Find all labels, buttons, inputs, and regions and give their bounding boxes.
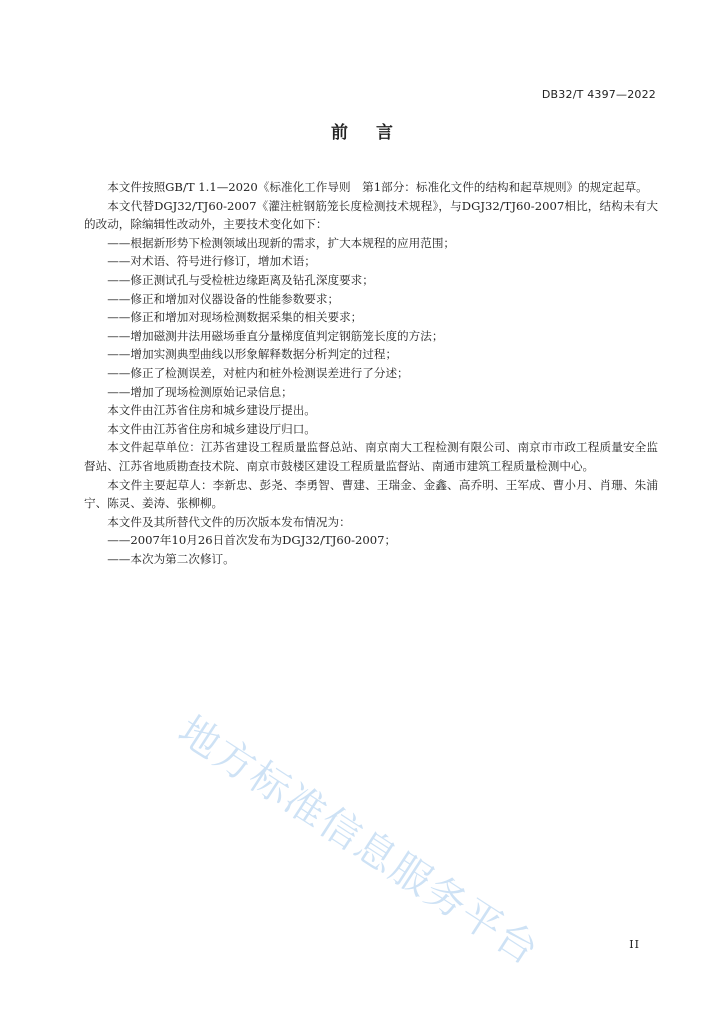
paragraph-drafting-units: 本文件起草单位：江苏省建设工程质量监督总站、南京南大工程检测有限公司、南京市市政工程质量安全监督站、江苏省地质勘查技术院、南京市鼓楼区建设工程质量监督站、南通市建筑工程质量检测中心。 [84,440,658,473]
paragraph-drafting-rules: 本文件按照GB/T 1.1—2020《标准化工作导则 第1部分：标准化文件的结构和起草规则》的规定起草。 [107,180,648,194]
change-item: ——修正测试孔与受检桩边缘距离及钻孔深度要求； [107,272,374,287]
change-item: ——根据新形势下检测领域出现新的需求，扩大本规程的应用范围； [107,235,456,250]
document-code: DB32/T 4397—2022 [541,88,656,101]
page-number: II [629,938,640,951]
change-item: ——修正和增加对现场检测数据采集的相关要求； [107,310,363,325]
change-item: ——修正和增加对仪器设备的性能参数要求； [107,291,340,306]
change-item: ——对术语、符号进行修订，增加术语； [107,254,316,269]
paragraph-replacement: 本文代替DGJ32/TJ60-2007《灌注桩钢筋笼长度检测技术规程》，与DGJ32/TJ60-2007相比，结构未有大的改动，除编辑性改动外，主要技术变化如下： [84,198,658,232]
change-item: ——增加磁测井法用磁场垂直分量梯度值判定钢筋笼长度的方法； [107,328,444,343]
paragraph-drafters: 本文件主要起草人：李新忠、彭尧、李勇智、曹建、王瑞金、金鑫、高乔明、王军成、曹小月、肖珊、朱浦宁、陈灵、姜涛、张柳柳。 [84,477,658,511]
version-item: ——2007年10月26日首次发布为DGJ32/TJ60-2007； [107,533,397,548]
change-item: ——增加实测典型曲线以形象解释数据分析判定的过程； [107,347,398,362]
page-title: 前言 [331,123,421,143]
paragraph-proposer: 本文件由江苏省住房和城乡建设厅提出。 [107,403,316,418]
change-item: ——修正了检测误差，对桩内和桩外检测误差进行了分述； [107,365,409,380]
paragraph-version-history: 本文件及其所替代文件的历次版本发布情况为： [107,514,351,529]
watermark-text: 地方标准信息服务平台 [170,707,548,975]
version-item: ——本次为第二次修订。 [107,551,235,566]
document-body [84,178,658,568]
change-item: ——增加了现场检测原始记录信息； [107,384,293,399]
paragraph-administrator: 本文件由江苏省住房和城乡建设厅归口。 [107,421,316,436]
